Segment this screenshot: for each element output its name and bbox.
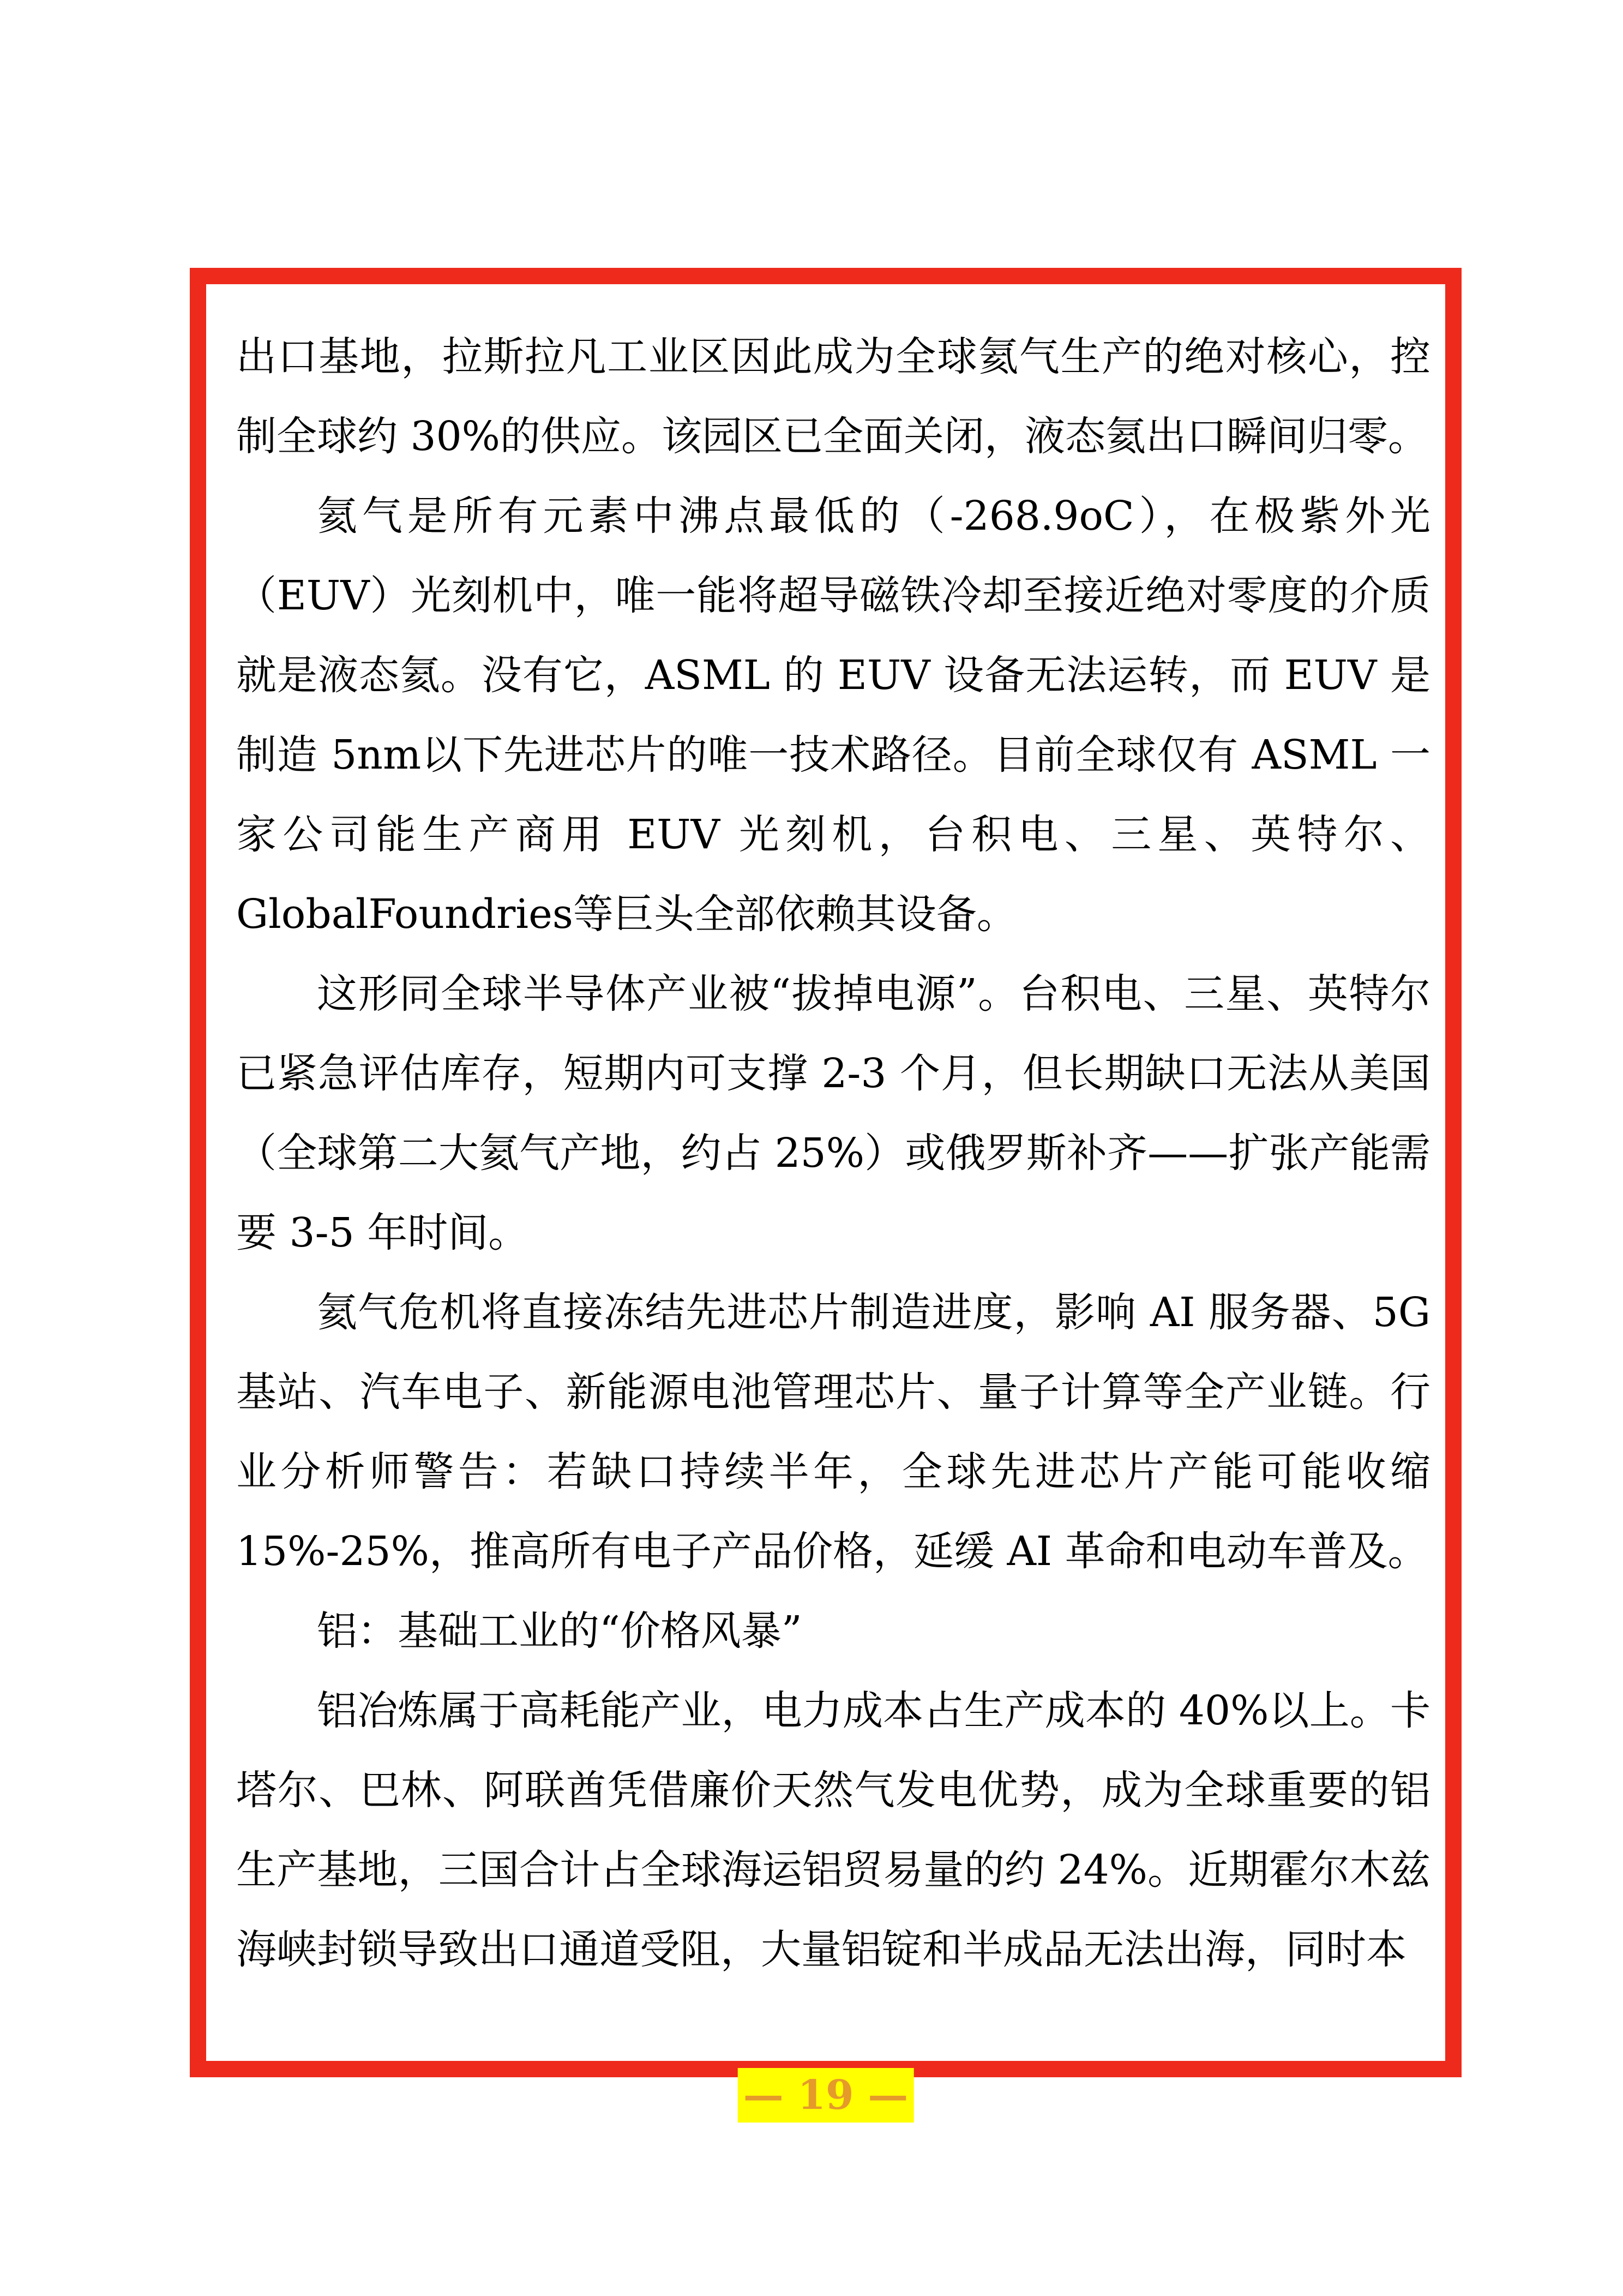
paragraph-1: 出口基地，拉斯拉凡工业区因此成为全球氦气生产的绝对核心，控制全球约 30%的供应。该园区已全面关闭，液态氦出口瞬间归零。 <box>236 333 1430 460</box>
paragraph-4: 氦气危机将直接冻结先进芯片制造进度，影响 AI 服务器、5G基站、汽车电子、新能源电池管理芯片、量子计算等全产业链。行业分析师警告：若缺口持续半年，全球先进芯片产能可能收缩15%-25%，推高所有电子产品价格，延缓 AI 革命和电动车普及。 <box>236 1289 1430 1575</box>
section-heading-aluminum: 铝：基础工业的“价格风暴” <box>317 1608 802 1654</box>
page-number: — 19 — <box>738 2068 914 2123</box>
page-border-frame <box>190 268 1462 2119</box>
body-text <box>236 317 1430 1989</box>
paragraph-3: 这形同全球半导体产业被“拔掉电源”。台积电、三星、英特尔已紧急评估库存，短期内可支撑 2-3 个月，但长期缺口无法从美国（全球第二大氦气产地，约占 25%）或俄罗斯补齐——扩张产能需要 3-5 年时间。 <box>236 970 1430 1256</box>
paragraph-2: 氦气是所有元素中沸点最低的（-268.9oC），在极紫外光（EUV）光刻机中，唯一能将超导磁铁冷却至接近绝对零度的介质就是液态氦。没有它，ASML 的 EUV 设备无法运转，而 EUV 是制造 5nm以下先进芯片的唯一技术路径。目前全球仅有 ASML 一家公司能生产商用 EUV 光刻机，台积电、三星、英特尔、GlobalFoundries等巨头全部依赖其设备。 <box>236 493 1430 938</box>
paragraph-5: 铝冶炼属于高耗能产业，电力成本占生产成本的 40%以上。卡塔尔、巴林、阿联酋凭借廉价天然气发电优势，成为全球重要的铝生产基地，三国合计占全球海运铝贸易量的约 24%。近期霍尔木兹海峡封锁导致出口通道受阻，大量铝锭和半成品无法出海，同时本 <box>236 1687 1430 1973</box>
